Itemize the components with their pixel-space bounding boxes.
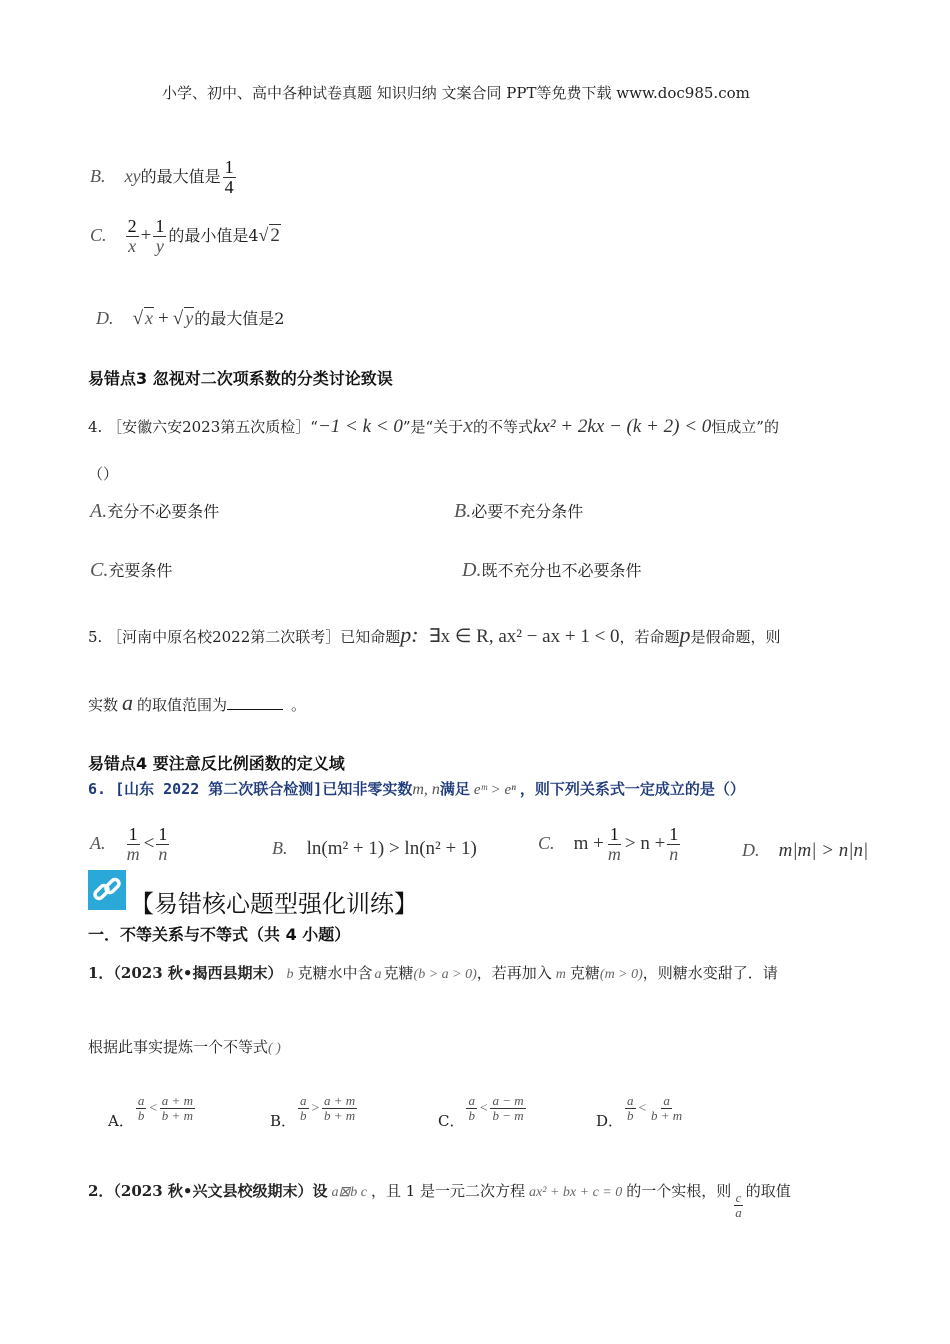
q5-p: p: bbox=[400, 622, 419, 647]
sqrt-x: x bbox=[145, 308, 154, 328]
q6-text-a: 6. [山东 2022 第二次联合检测]已知非零实数 bbox=[88, 780, 413, 798]
option-letter: A. bbox=[90, 500, 108, 522]
q4-var: x bbox=[463, 412, 473, 437]
q4-option-a bbox=[90, 499, 219, 523]
option-text: 既不充分也不必要条件 bbox=[481, 561, 642, 580]
t1-option-c bbox=[438, 1093, 528, 1131]
fraction: $\frac{1}{m}$ bbox=[607, 824, 621, 864]
fraction: $\frac{a + m}{b + m}$ bbox=[323, 1093, 356, 1123]
t1-text-1: 克糖水中含 bbox=[297, 964, 373, 982]
t1-option-d bbox=[596, 1093, 686, 1131]
q5-line-2 bbox=[88, 690, 306, 716]
section-title-3: 易错点3 忽视对二次项系数的分类讨论致误 bbox=[88, 369, 393, 388]
question-6 bbox=[88, 778, 745, 799]
math-expr: xy bbox=[124, 165, 141, 186]
fraction: $\frac{2}{x}$ bbox=[127, 216, 137, 256]
fraction: $\frac{1}{m}$ bbox=[126, 824, 140, 864]
q6-vars: m, n bbox=[412, 781, 440, 798]
t1-text-5: ，则糖水变甜了．请 bbox=[642, 964, 778, 982]
t1-text-3: ，若再加入 bbox=[476, 964, 552, 982]
option-text: 的最小值是4 bbox=[168, 225, 259, 245]
t1-source: 1．（2023 秋•揭西县期末） bbox=[88, 964, 283, 982]
option-letter: D． bbox=[596, 1112, 624, 1131]
option-d-prev: D. √ x + √ y的最大值是2 bbox=[96, 308, 285, 329]
sqrt-value: 2 bbox=[270, 224, 280, 246]
op: > bbox=[310, 1101, 320, 1117]
t1-text-4: 克糖 bbox=[569, 964, 600, 982]
q4-text-c: 的不等式 bbox=[472, 418, 533, 436]
q5-a: a bbox=[122, 690, 134, 715]
fraction: $\frac{a + m}{b + m}$ bbox=[161, 1093, 193, 1123]
q4-condition: −1 < k < 0 bbox=[317, 416, 403, 437]
t1-a: a bbox=[374, 967, 382, 982]
q6-condition: eᵐ > eⁿ bbox=[473, 782, 516, 798]
option-c-prev: C. $\frac{2}{x}$ + $\frac{1}{y}$ 的最小值是4√ 2 bbox=[90, 216, 280, 256]
option-text: 的最大值是2 bbox=[194, 309, 285, 328]
option-letter: C. bbox=[538, 832, 555, 853]
q5-proposition: ∃x ∈ R, ax² − ax + 1 < 0 bbox=[428, 626, 620, 647]
question-4 bbox=[88, 412, 779, 438]
section-title-4: 易错点4 要注意反比例函数的定义域 bbox=[88, 754, 345, 773]
fraction: $\frac{a}{b}$ bbox=[300, 1093, 307, 1123]
t1-condition-2: (m > 0) bbox=[599, 967, 643, 982]
q4-option-d bbox=[462, 558, 641, 582]
option-letter: C. bbox=[90, 559, 109, 581]
option-letter: B. bbox=[90, 165, 106, 186]
option-b-prev bbox=[90, 158, 238, 197]
option-expr: ln(m² + 1) > ln(n² + 1) bbox=[306, 838, 477, 859]
t2-text-1: ，且 1 是一元二次方程 bbox=[370, 1182, 526, 1200]
sqrt-y: y bbox=[185, 308, 194, 328]
q5-text-d: 实数 bbox=[88, 696, 119, 714]
option-text: 充分不必要条件 bbox=[107, 502, 220, 521]
option-letter: C. bbox=[90, 224, 107, 245]
q6-option-b bbox=[272, 838, 477, 860]
option-letter: D. bbox=[96, 308, 114, 328]
op: < bbox=[478, 1101, 489, 1117]
op: < bbox=[637, 1101, 647, 1117]
training-subtitle: 一．不等关系与不等式（共 4 小题） bbox=[88, 925, 351, 944]
q6-text-b: 满足 bbox=[439, 780, 470, 798]
fraction: $\frac{1}{n}$ bbox=[669, 824, 679, 864]
t2-text-2: 的一个实根，则 bbox=[626, 1182, 732, 1200]
q6-option-c bbox=[538, 825, 682, 864]
option-text: 必要不充分条件 bbox=[471, 502, 584, 521]
t2-text-3: 的取值 bbox=[745, 1182, 791, 1200]
q5-p2: p bbox=[679, 622, 691, 647]
fraction: $\frac{a - m}{b - m}$ bbox=[492, 1093, 524, 1123]
q4-paren: （） bbox=[88, 465, 119, 483]
plus-sign: + bbox=[158, 308, 169, 329]
q6-option-d bbox=[742, 840, 868, 862]
page-header: 小学、初中、高中各种试卷真题 知识归纳 文案合同 PPT等免费下载 www.doc985.com bbox=[162, 84, 750, 102]
option-letter: C． bbox=[438, 1112, 465, 1131]
q5-text-f: 。 bbox=[291, 696, 307, 714]
op: < bbox=[148, 1101, 158, 1117]
t1-b: b bbox=[286, 967, 294, 982]
t1-option-a bbox=[108, 1093, 197, 1131]
option-letter: B． bbox=[270, 1112, 297, 1131]
option-letter: D. bbox=[742, 840, 760, 860]
t1-option-b bbox=[270, 1093, 359, 1131]
option-letter: A. bbox=[90, 832, 106, 853]
q5-text-a: 5. ［河南中原名校2022第二次联考］已知命题 bbox=[88, 628, 401, 646]
training-question-2 bbox=[88, 1180, 791, 1219]
q5-text-e: 的取值范围为 bbox=[137, 696, 228, 714]
option-text: 充要条件 bbox=[108, 561, 173, 580]
training-question-1 bbox=[88, 962, 778, 983]
option-text: 的最大值是 bbox=[140, 166, 221, 186]
question-5 bbox=[88, 622, 781, 648]
option-letter: D. bbox=[462, 559, 482, 581]
fraction: $\frac{1}{n}$ bbox=[158, 824, 168, 864]
t1-text-2: 克糖 bbox=[383, 964, 414, 982]
q4-text-b: ”是“关于 bbox=[402, 418, 464, 436]
plus-sign: + bbox=[140, 224, 152, 246]
q4-inequality: kx² + 2kx − (k + 2) < 0 bbox=[532, 416, 712, 437]
fraction: $\frac{1}{4}$ bbox=[224, 157, 234, 197]
t2-vars: a⊠b c bbox=[331, 1185, 367, 1200]
q6-option-a bbox=[90, 825, 171, 864]
op: < bbox=[143, 832, 155, 854]
op: m + bbox=[573, 832, 604, 854]
option-letter: B. bbox=[272, 838, 288, 858]
answer-blank[interactable] bbox=[227, 695, 283, 710]
fraction: $\frac{a}{b}$ bbox=[468, 1093, 475, 1123]
fraction: $\frac{c}{a}$ bbox=[735, 1190, 742, 1220]
t1-condition-1: (b > a > 0) bbox=[413, 967, 477, 982]
op: > n + bbox=[624, 832, 666, 854]
link-icon bbox=[88, 870, 126, 910]
training-title: 【易错核心题型强化训练】 bbox=[130, 890, 418, 918]
option-letter: B. bbox=[454, 500, 472, 522]
q4-text-d: 恒成立”的 bbox=[711, 418, 779, 436]
t2-equation: ax² + bx + c = 0 bbox=[529, 1185, 623, 1200]
fraction: $\frac{a}{b + m}$ bbox=[650, 1093, 683, 1123]
option-letter: A． bbox=[108, 1112, 134, 1131]
fraction: $\frac{1}{y}$ bbox=[155, 216, 165, 256]
q6-text-c: ，则下列关系式一定成立的是（） bbox=[519, 780, 745, 798]
q4-option-b bbox=[454, 499, 583, 523]
fraction: $\frac{a}{b}$ bbox=[627, 1093, 634, 1123]
option-expr: m|m| > n|n| bbox=[778, 840, 869, 861]
fraction: $\frac{a}{b}$ bbox=[137, 1093, 145, 1123]
q5-text-c: 是假命题，则 bbox=[690, 628, 781, 646]
q4-text-a: 4. ［安徽六安2023第五次质检］“ bbox=[88, 418, 318, 436]
t1-text-6: 根据此事实提炼一个不等式 bbox=[88, 1038, 269, 1056]
t2-source: 2．（2023 秋•兴文县校级期末）设 bbox=[88, 1182, 328, 1200]
t1-m: m bbox=[555, 967, 566, 982]
t1-line-2 bbox=[88, 1036, 281, 1057]
q4-option-c bbox=[90, 558, 172, 582]
t1-paren: ( ) bbox=[268, 1041, 281, 1056]
q5-text-b: ，若命题 bbox=[619, 628, 680, 646]
